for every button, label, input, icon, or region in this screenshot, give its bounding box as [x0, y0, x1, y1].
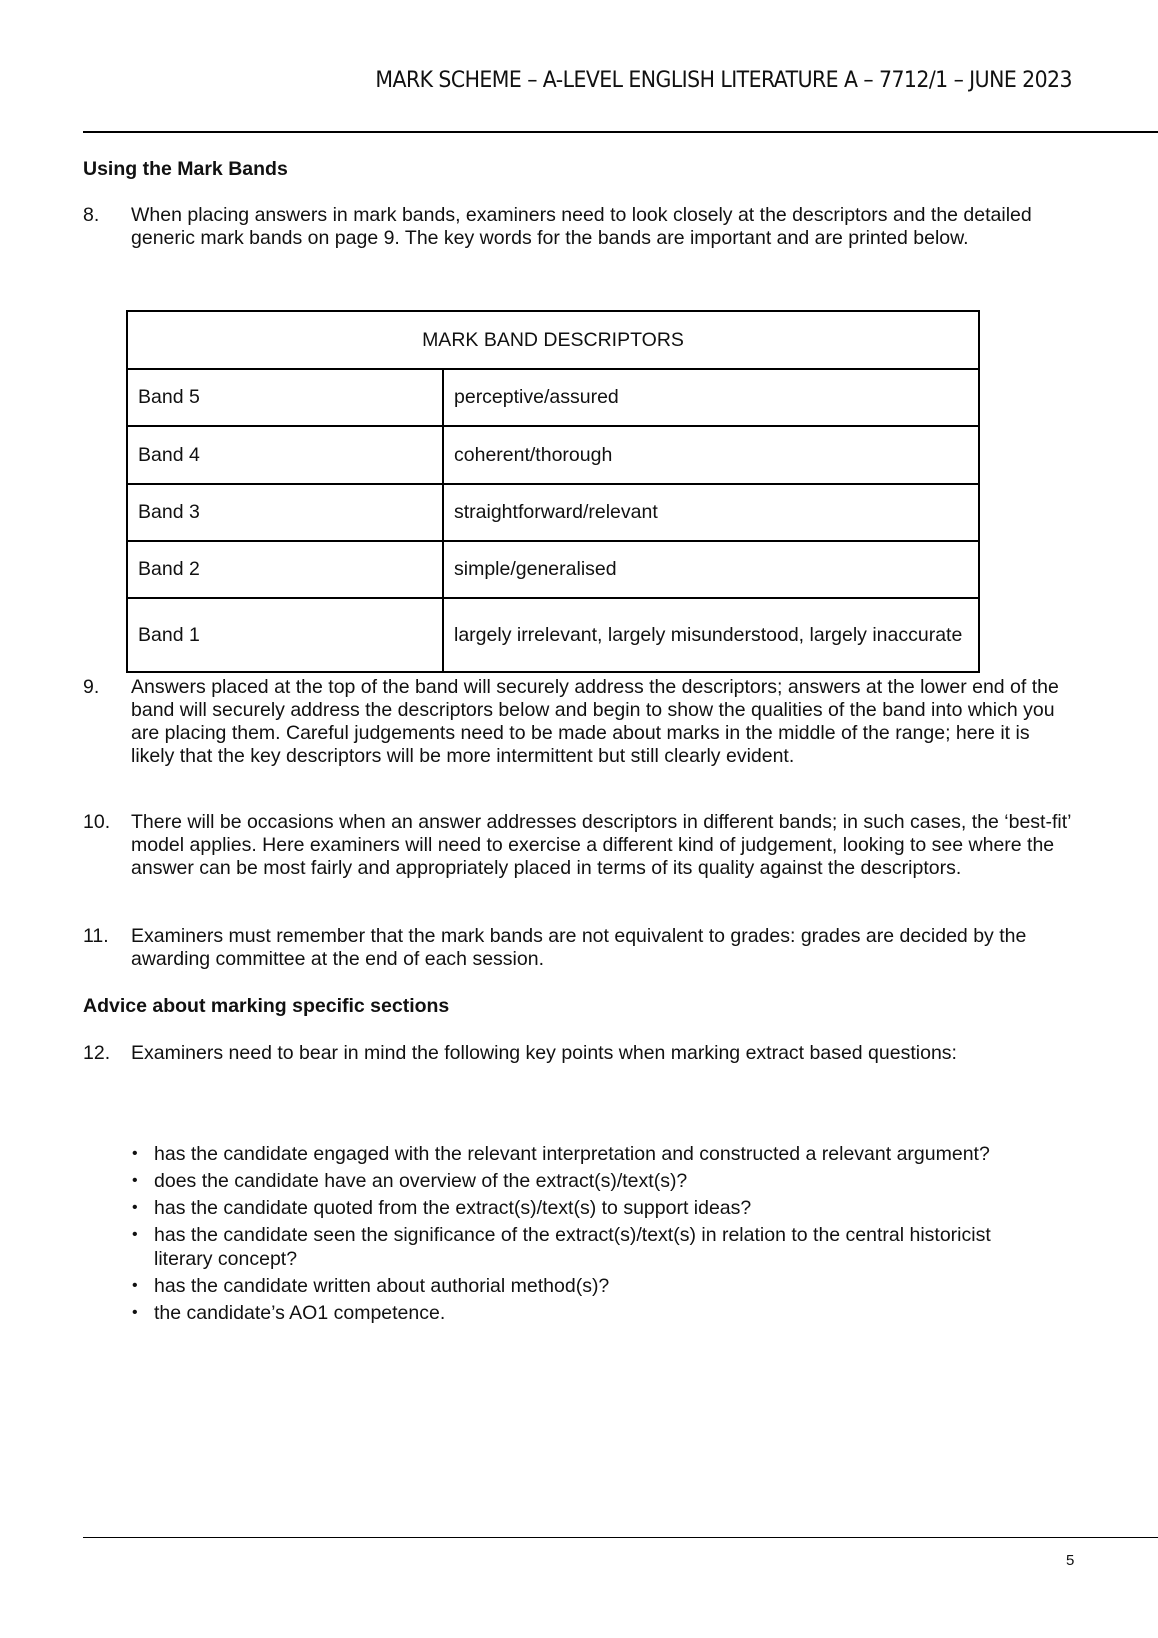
paragraph-8: [83, 204, 1073, 250]
band-descriptor: largely irrelevant, largely misunderstood, largely inaccurate: [443, 598, 979, 672]
mark-band-descriptors-table: [126, 310, 980, 673]
bullet-icon: •: [132, 1199, 138, 1216]
paragraph-number: 9.: [83, 676, 100, 698]
table-title: MARK BAND DESCRIPTORS: [127, 311, 979, 369]
paragraph-number: 12.: [83, 1042, 111, 1064]
page-number: 5: [1066, 1552, 1075, 1569]
band-label: Band 3: [127, 484, 443, 541]
paragraph-number: 11.: [83, 925, 109, 947]
key-points-list: [131, 1142, 991, 1328]
band-descriptor: straightforward/relevant: [443, 484, 979, 541]
list-item-text: has the candidate quoted from the extract(s)/text(s) to support ideas?: [154, 1197, 752, 1219]
paragraph-text: Examiners need to bear in mind the following key points when marking extract based questions:: [131, 1042, 957, 1064]
paragraph-9: [83, 676, 1073, 768]
table-row: [127, 484, 979, 541]
table-row: [127, 598, 979, 672]
band-descriptor: perceptive/assured: [443, 369, 979, 426]
paragraph-text: Answers placed at the top of the band will securely address the descriptors; answers at the lower end of the band will securely address the descriptors below and begin to show the qualities of the band into which you are placing them. Careful judgements need to be made about marks in the middle of the range; here it is likely that the key descriptors will be more intermittent but still clearly evident.: [131, 676, 1059, 767]
list-item-text: the candidate’s AO1 competence.: [154, 1302, 446, 1324]
table-row: [127, 369, 979, 426]
table-row: [127, 426, 979, 484]
bullet-icon: •: [132, 1304, 138, 1321]
header-divider: [83, 131, 1158, 133]
band-label: Band 1: [127, 598, 443, 672]
list-item-text: does the candidate have an overview of the extract(s)/text(s)?: [154, 1170, 688, 1192]
band-descriptor: simple/generalised: [443, 541, 979, 598]
paragraph-text: When placing answers in mark bands, examiners need to look closely at the descriptors and the detailed generic mark bands on page 9. The key words for the bands are important and are printed below.: [131, 204, 1032, 249]
paragraph-number: 10.: [83, 811, 111, 833]
band-label: Band 5: [127, 369, 443, 426]
band-label: Band 4: [127, 426, 443, 484]
bullet-icon: •: [132, 1226, 138, 1243]
list-item-text: has the candidate seen the significance of the extract(s)/text(s) in relation to the central historicist literary concept?: [154, 1224, 991, 1270]
bullet-icon: •: [132, 1172, 138, 1189]
paragraph-11: [83, 925, 1073, 971]
list-item: [131, 1274, 991, 1298]
section-heading-using-mark-bands: Using the Mark Bands: [83, 158, 288, 180]
paragraph-text: Examiners must remember that the mark bands are not equivalent to grades: grades are decided by the awarding committee at the end of each session.: [131, 925, 1027, 970]
table-row: [127, 541, 979, 598]
band-label: Band 2: [127, 541, 443, 598]
paragraph-number: 8.: [83, 204, 100, 226]
section-heading-advice-marking: Advice about marking specific sections: [83, 995, 450, 1017]
paragraph-12: [83, 1042, 1073, 1065]
list-item-text: has the candidate written about authorial method(s)?: [154, 1275, 610, 1297]
list-item: [131, 1142, 991, 1166]
list-item: [131, 1169, 991, 1193]
band-descriptor: coherent/thorough: [443, 426, 979, 484]
page-header-title: MARK SCHEME – A-LEVEL ENGLISH LITERATURE A – 7712/1 – JUNE 2023: [375, 68, 1072, 93]
bullet-icon: •: [132, 1145, 138, 1162]
paragraph-text: There will be occasions when an answer addresses descriptors in different bands; in such cases, the ‘best-fit’ model applies. Here examiners will need to exercise a different kind of judgement, looking to see where the answer can be most fairly and appropriately placed in terms of its quality against the descriptors.: [131, 811, 1071, 879]
list-item-text: has the candidate engaged with the relevant interpretation and constructed a relevant argument?: [154, 1143, 990, 1165]
footer-divider: [83, 1537, 1158, 1538]
list-item: [131, 1223, 991, 1271]
paragraph-10: [83, 811, 1073, 880]
bullet-icon: •: [132, 1277, 138, 1294]
list-item: [131, 1196, 991, 1220]
list-item: [131, 1301, 991, 1325]
